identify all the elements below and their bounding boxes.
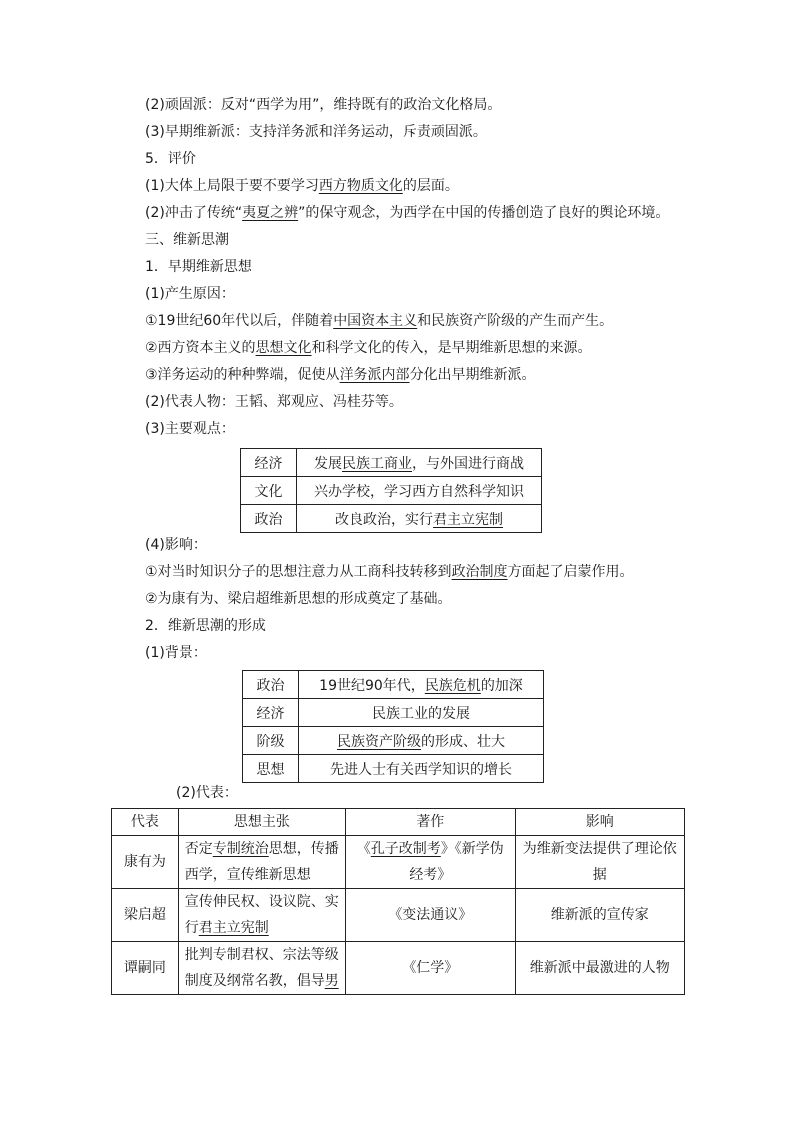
table-cell: 维新派的宣传家 <box>515 889 684 942</box>
text-line: (4)影响： <box>145 537 207 553</box>
section-heading: 5．评价 <box>145 151 196 167</box>
table-row <box>243 727 544 755</box>
table-cell: 政治 <box>243 671 299 699</box>
table-row <box>112 889 685 942</box>
table-cell: 宣传伸民权、设议院、实行君主立宪制 <box>178 889 345 942</box>
table-row <box>241 505 542 533</box>
text-line: (2)冲击了传统“夷夏之辨”的保守观念，为西学在中国的传播创造了良好的舆论环境。 <box>145 205 670 221</box>
representatives-table <box>111 808 685 995</box>
text-line: (2)代表人物：王韬、郑观应、冯桂芬等。 <box>145 394 403 410</box>
table-row <box>112 836 685 889</box>
text-line: ②为康有为、梁启超维新思想的形成奠定了基础。 <box>145 591 452 607</box>
text-line: ①对当时知识分子的思想注意力从工商科技转移到政治制度方面起了启蒙作用。 <box>145 564 634 580</box>
table-cell: 《变法通议》 <box>346 889 515 942</box>
column-header: 思想主张 <box>178 809 345 836</box>
table-row <box>112 942 685 995</box>
text-line: (3)主要观点： <box>145 421 235 437</box>
table-cell: 民族资产阶级的形成、壮大 <box>299 727 544 755</box>
table-row <box>243 755 544 783</box>
text-line: (1)大体上局限于要不要学习西方物质文化的层面。 <box>145 178 459 194</box>
table-cell: 梁启超 <box>112 889 179 942</box>
subsection-heading: 1．早期维新思想 <box>145 259 252 275</box>
subsection-heading: 2．维新思潮的形成 <box>145 618 266 634</box>
table-cell: 为维新变法提供了理论依据 <box>515 836 684 889</box>
column-header: 影响 <box>515 809 684 836</box>
table-cell: 民族工业的发展 <box>299 699 544 727</box>
table-cell: 《仁学》 <box>346 942 515 995</box>
table-cell: 改良政治，实行君主立宪制 <box>297 505 542 533</box>
table-cell: 经济 <box>241 449 297 477</box>
table-cell: 批判专制君权、宗法等级制度及纲常名教，倡导男 <box>178 942 345 995</box>
table-cell: 谭嗣同 <box>112 942 179 995</box>
column-header: 著作 <box>346 809 515 836</box>
table-cell: 维新派中最激进的人物 <box>515 942 684 995</box>
table-cell: 康有为 <box>112 836 179 889</box>
table-row <box>241 449 542 477</box>
table-row <box>243 671 544 699</box>
table-cell: 思想 <box>243 755 299 783</box>
table-header-row <box>112 809 685 836</box>
background-table <box>242 670 544 783</box>
column-header: 代表 <box>112 809 179 836</box>
table-row <box>243 699 544 727</box>
views-table <box>240 448 542 533</box>
text-line: (1)背景： <box>145 645 207 661</box>
table-cell: 否定专制统治思想，传播西学，宣传维新思想 <box>178 836 345 889</box>
text-line: (3)早期维新派：支持洋务派和洋务运动，斥责顽固派。 <box>145 124 487 140</box>
table-cell: 《孔子改制考》《新学伪经考》 <box>346 836 515 889</box>
text-line: (2)顽固派：反对“西学为用”，维持既有的政治文化格局。 <box>145 97 502 113</box>
text-line: (1)产生原因： <box>145 286 235 302</box>
table-cell: 经济 <box>243 699 299 727</box>
table-row <box>241 477 542 505</box>
text-line: ①19世纪60年代以后，伴随着中国资本主义和民族资产阶级的产生而产生。 <box>145 313 614 329</box>
table-cell: 兴办学校，学习西方自然科学知识 <box>297 477 542 505</box>
text-line: (2)代表： <box>176 785 238 801</box>
text-line: ③洋务运动的种种弊端，促使从洋务派内部分化出早期维新派。 <box>145 367 536 383</box>
section-heading: 三、维新思潮 <box>145 232 229 248</box>
table-cell: 政治 <box>241 505 297 533</box>
table-cell: 19世纪90年代，民族危机的加深 <box>299 671 544 699</box>
table-cell: 发展民族工商业，与外国进行商战 <box>297 449 542 477</box>
table-cell: 文化 <box>241 477 297 505</box>
table-cell: 先进人士有关西学知识的增长 <box>299 755 544 783</box>
table-cell: 阶级 <box>243 727 299 755</box>
text-line: ②西方资本主义的思想文化和科学文化的传入，是早期维新思想的来源。 <box>145 340 592 356</box>
